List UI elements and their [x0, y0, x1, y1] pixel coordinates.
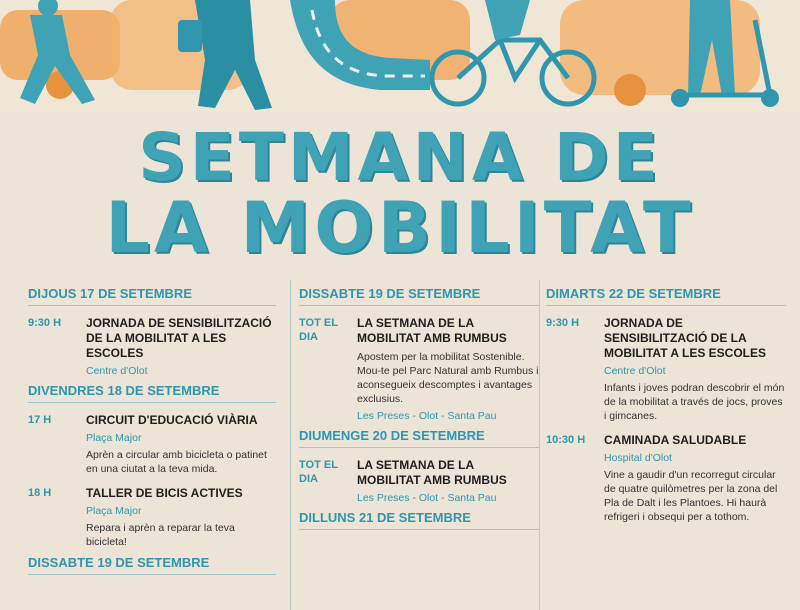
event-name: JORNADA DE SENSIBILITZACIÓ DE LA MOBILITAT A LES ESCOLES	[604, 316, 766, 360]
event-name: LA SETMANA DE LA MOBILITAT AMB RUMBUS	[357, 458, 507, 487]
page-title-line2: LA MOBILITAT	[105, 187, 695, 269]
event-name: JORNADA DE SENSIBILITZACIÓ DE LA MOBILITAT A LES ESCOLES	[86, 316, 272, 360]
day-heading: DIVENDRES 18 DE SETEMBRE	[28, 377, 276, 403]
day-heading: DIJOUS 17 DE SETEMBRE	[28, 280, 276, 306]
header-illustration	[0, 0, 800, 112]
event-name: LA SETMANA DE LA MOBILITAT AMB RUMBUS	[357, 316, 507, 345]
event-name: CAMINADA SALUDABLE	[604, 433, 747, 447]
event-description: Apostem per la mobilitat Sostenible. Mou-te pel Parc Natural amb Rumbus i aconsegueix descomptes i avantages exclusius.	[357, 351, 539, 405]
event-description: Infants i joves podran descobrir el món de la mobilitat a través de jocs, proves i gimcanes.	[604, 382, 785, 422]
day-heading: DISSABTE 19 DE SETEMBRE	[299, 280, 539, 306]
event-time: 17 H	[28, 414, 52, 426]
day-heading: DIUMENGE 20 DE SETEMBRE	[299, 422, 539, 448]
event-item	[546, 433, 786, 524]
event-time: 10:30 H	[546, 434, 586, 446]
event-name: TALLER DE BICIS ACTIVES	[86, 486, 243, 500]
schedule-column-2	[290, 280, 540, 610]
event-place: Hospital d'Olot	[604, 452, 672, 464]
day-heading: DISSABTE 19 DE SETEMBRE	[28, 549, 276, 575]
mobility-illustration	[0, 0, 800, 112]
event-description: Vine a gaudir d'un recorregut circular de quatre quilòmetres per la zona del Pla de Dalt i les Plantoes. Hi haurà refrigeri i obsequi per a tothom.	[604, 469, 778, 523]
event-name: CIRCUIT D'EDUCACIÓ VIÀRIA	[86, 413, 258, 427]
event-item	[28, 413, 276, 476]
day-heading: DIMARTS 22 DE SETEMBRE	[546, 280, 786, 306]
event-time: 18 H	[28, 487, 52, 499]
schedule-column-1	[28, 280, 276, 610]
event-place: Centre d'Olot	[604, 365, 666, 377]
event-item	[546, 316, 786, 423]
event-description: Aprèn a circular amb bicicleta o patinet en una ciutat a la teva mida.	[86, 449, 267, 475]
event-place: Plaça Major	[86, 432, 142, 444]
day-heading: DILLUNS 21 DE SETEMBRE	[299, 504, 539, 530]
event-time: TOT EL DIA	[299, 459, 338, 485]
event-time: 9:30 H	[546, 317, 580, 329]
event-place: Les Preses - Olot - Santa Pau	[357, 492, 497, 504]
event-item	[299, 458, 539, 504]
page-title-line1: SETMANA DE	[138, 119, 662, 196]
event-place: Les Preses - Olot - Santa Pau	[357, 410, 497, 422]
event-item	[28, 316, 276, 377]
schedule-column-3	[546, 280, 786, 610]
event-item	[299, 316, 539, 422]
event-description: Repara i aprèn a reparar la teva bicicleta!	[86, 522, 235, 548]
event-place: Centre d'Olot	[86, 365, 148, 377]
event-item	[28, 486, 276, 549]
event-time: 9:30 H	[28, 317, 62, 329]
event-place: Plaça Major	[86, 505, 142, 517]
event-time: TOT EL DIA	[299, 317, 338, 343]
